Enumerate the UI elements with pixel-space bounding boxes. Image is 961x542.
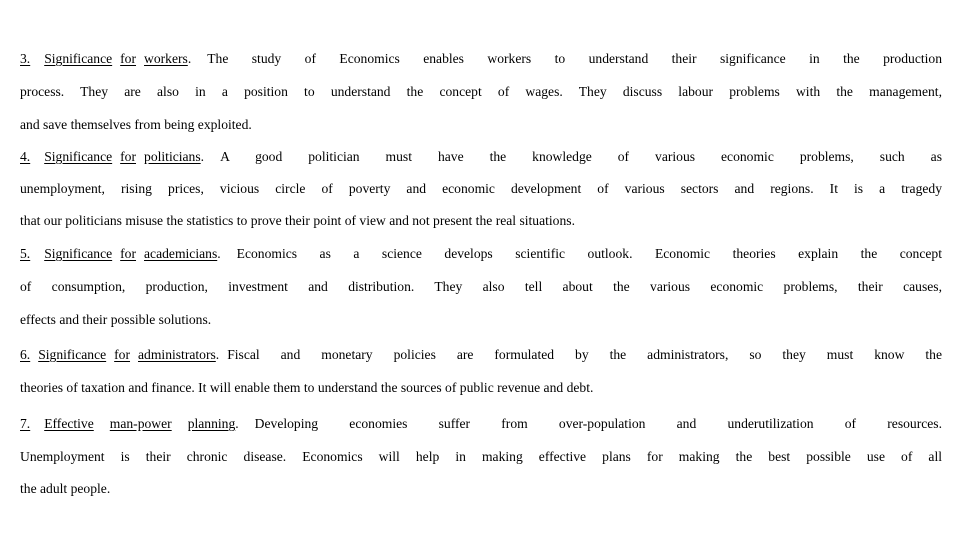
point-4-heading-word-2: for: [120, 149, 137, 164]
point-7-heading-word-2: man-power: [109, 416, 172, 431]
point-7-text-line-1: Developing economies suffer from over-population and underutilization of resources.: [254, 416, 942, 431]
point-5-number: 5.: [20, 246, 31, 261]
point-6-text-line-2: theories of taxation and finance. It will enable them to understand the sources of public revenue and debt.: [20, 380, 594, 395]
point-4-text-line-1: A good politician must have the knowledge of various economic problems, such as: [220, 149, 942, 164]
point-3-text-line-1: The study of Economics enables workers to understand their significance in the production: [207, 51, 942, 66]
point-5-heading-word-3: academicians: [144, 246, 218, 261]
point-3-heading-word-3: workers: [144, 51, 188, 66]
point-5-text-line-3: effects and their possible solutions.: [20, 312, 212, 327]
point-6-heading-word-2: for: [114, 347, 131, 362]
point-3-heading-word-2: for: [120, 51, 137, 66]
point-7-line-1: 7. Effective man-power planning. Developing economies suffer from over-population and underutilization of resources.: [20, 416, 942, 431]
point-7-heading-word-3: planning: [187, 416, 236, 431]
point-6-number: 6.: [20, 347, 31, 362]
point-3-text-line-2: process. They are also in a position to understand the concept of wages. They discuss labour problems with the management,: [20, 84, 942, 99]
point-3-text-line-3: and save themselves from being exploited.: [20, 117, 252, 132]
point-4-heading-word-1: Significance: [44, 149, 113, 164]
point-7-text-line-2: Unemployment is their chronic disease. Economics will help in making effective plans for making the best possible use of all: [20, 449, 942, 464]
point-5-text-line-1: Economics as a science develops scientific outlook. Economic theories explain the concept: [236, 246, 942, 261]
point-6-heading-word-1: Significance: [38, 347, 107, 362]
point-3-line-1: 3. Significance for workers. The study of Economics enables workers to understand their significance in the production: [20, 51, 942, 66]
point-4-text-line-2: unemployment, rising prices, vicious circle of poverty and economic development of various sectors and regions. It is a tragedy: [20, 181, 942, 196]
point-6-text-line-1: Fiscal and monetary policies are formulated by the administrators, so they must know the: [227, 347, 942, 362]
point-4-number: 4.: [20, 149, 31, 164]
point-5-line-1: 5. Significance for academicians. Economics as a science develops scientific outlook. Economic theories explain the concept: [20, 246, 942, 261]
point-7-number: 7.: [20, 416, 31, 431]
point-5-heading-word-1: Significance: [44, 246, 113, 261]
point-7-text-line-3: the adult people.: [20, 481, 111, 496]
point-3-number: 3.: [20, 51, 31, 66]
point-5-heading-word-2: for: [120, 246, 137, 261]
point-3-heading-word-1: Significance: [44, 51, 113, 66]
point-4-heading-word-3: politicians: [144, 149, 201, 164]
point-6-heading-word-3: administrators: [138, 347, 216, 362]
point-4-text-line-3: that our politicians misuse the statistics to prove their point of view and not present the real situations.: [20, 213, 575, 228]
point-4-line-1: 4. Significance for politicians. A good politician must have the knowledge of various economic problems, such as: [20, 149, 942, 164]
point-5-text-line-2: of consumption, production, investment and distribution. They also tell about the various economic problems, their causes,: [20, 279, 942, 294]
point-6-line-1: 6. Significance for administrators. Fiscal and monetary policies are formulated by the administrators, so they must know the: [20, 347, 942, 362]
point-7-heading-word-1: Effective: [44, 416, 94, 431]
